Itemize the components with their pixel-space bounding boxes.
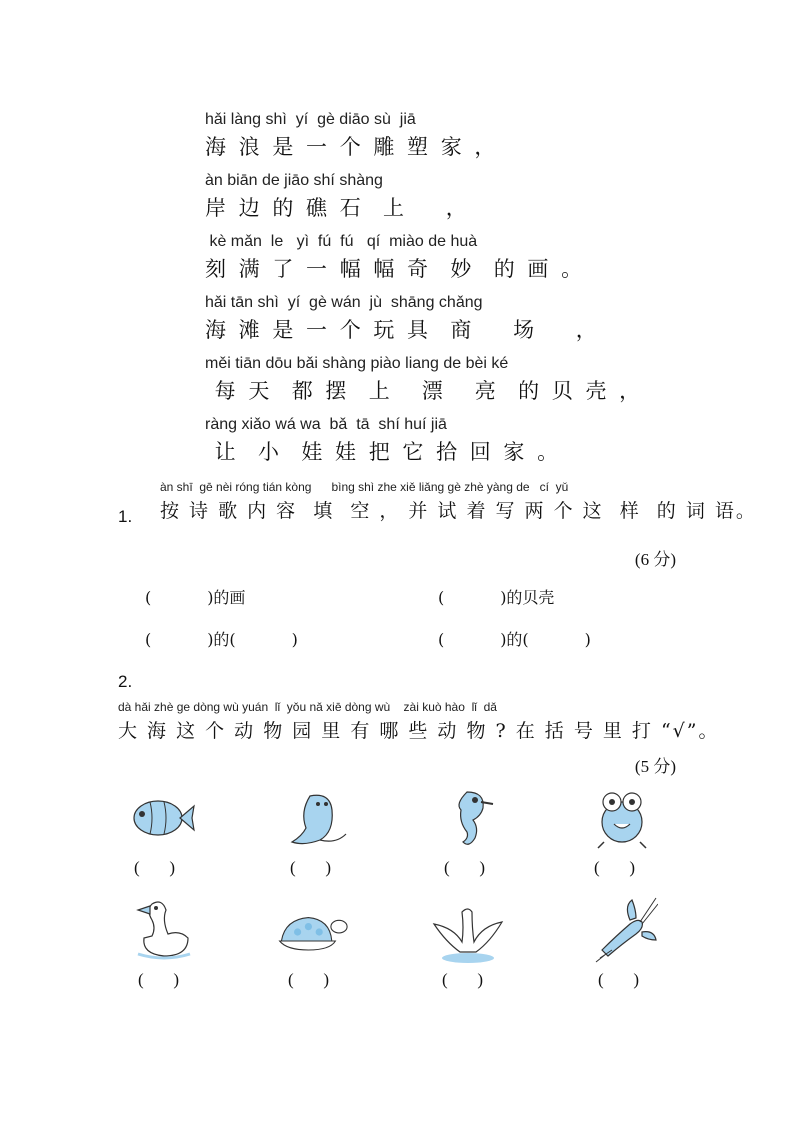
q2-pinyin: dà hǎi zhè ge dòng wù yuán lǐ yǒu nǎ xiē dòng wù zài kuò hào lǐ dǎ: [118, 700, 497, 714]
poem-line: [205, 291, 625, 352]
answer-paren[interactable]: ( ): [444, 858, 486, 877]
poem-pinyin: měi tiān dōu bǎi shàng piào liang de bèi ké: [205, 355, 509, 372]
answer-paren[interactable]: ( ): [138, 970, 180, 989]
q1-blank[interactable]: ( )的贝壳: [438, 588, 555, 607]
q2-text: 大 海 这 个 动 物 园 里 有 哪 些 动 物 ? 在 括 号 里 打 “√”。: [118, 720, 720, 742]
q1-blank[interactable]: ( )的( ): [438, 630, 591, 649]
fish-icon: [126, 782, 198, 854]
seal-icon: [280, 782, 352, 854]
q1-text: 按 诗 歌 内 容 填 空 ， 并 试 着 写 两 个 这 样 的 词 语。: [160, 500, 757, 522]
poem-text: 海 浪 是 一 个 雕 塑 家 ，: [205, 135, 499, 159]
poem-pinyin: ràng xiǎo wá wa bǎ tā shí huí jiā: [205, 416, 447, 433]
poem-pinyin: àn biān de jiāo shí shàng: [205, 172, 383, 189]
lobster-icon: [586, 892, 658, 964]
q2-score: (5 分): [634, 757, 676, 776]
poem-line: [205, 230, 625, 291]
answer-paren[interactable]: ( ): [290, 858, 332, 877]
q1-number: 1.: [118, 507, 133, 526]
poem-pinyin: hǎi làng shì yí gè diāo sù jiā: [205, 111, 416, 128]
q1-blank[interactable]: ( )的( ): [145, 630, 298, 649]
turtle-icon: [276, 896, 348, 968]
answer-paren[interactable]: ( ): [598, 970, 640, 989]
poem-pinyin: hǎi tān shì yí gè wán jù shāng chǎng: [205, 294, 483, 311]
seahorse-icon: [433, 782, 505, 854]
poem-text: 每 天 都 摆 上 漂 亮 的 贝 壳 ，: [205, 379, 644, 403]
q1-blank[interactable]: ( )的画: [145, 588, 246, 607]
poem-pinyin: kè mǎn le yì fú fú qí miào de huà: [205, 233, 478, 250]
answer-paren[interactable]: ( ): [594, 858, 636, 877]
answer-paren[interactable]: ( ): [288, 970, 330, 989]
q1-score: (6 分): [634, 550, 676, 569]
poem-text: 让 小 娃 娃 把 它 拾 回 家 。: [205, 440, 562, 464]
poem-text: 岸 边 的 礁 石 上 ，: [205, 196, 470, 220]
poem-text: 海 滩 是 一 个 玩 具 商 场 ，: [205, 318, 600, 342]
poem-line: [205, 169, 625, 230]
q2-number: 2.: [118, 672, 133, 691]
poem-text: 刻 满 了 一 幅 幅 奇 妙 的 画 。: [205, 257, 586, 281]
q1-pinyin: àn shī gē nèi róng tián kòng bìng shì zhe xiě liǎng gè zhè yàng de cí yǔ: [160, 480, 569, 494]
swan-icon: [432, 898, 504, 970]
answer-paren[interactable]: ( ): [134, 858, 176, 877]
poem: [205, 108, 644, 474]
frog-icon: [586, 782, 658, 854]
poem-line: [205, 352, 644, 413]
poem-line: [205, 108, 625, 169]
poem-line: [205, 413, 625, 474]
duck-icon: [128, 892, 200, 964]
answer-paren[interactable]: ( ): [442, 970, 484, 989]
